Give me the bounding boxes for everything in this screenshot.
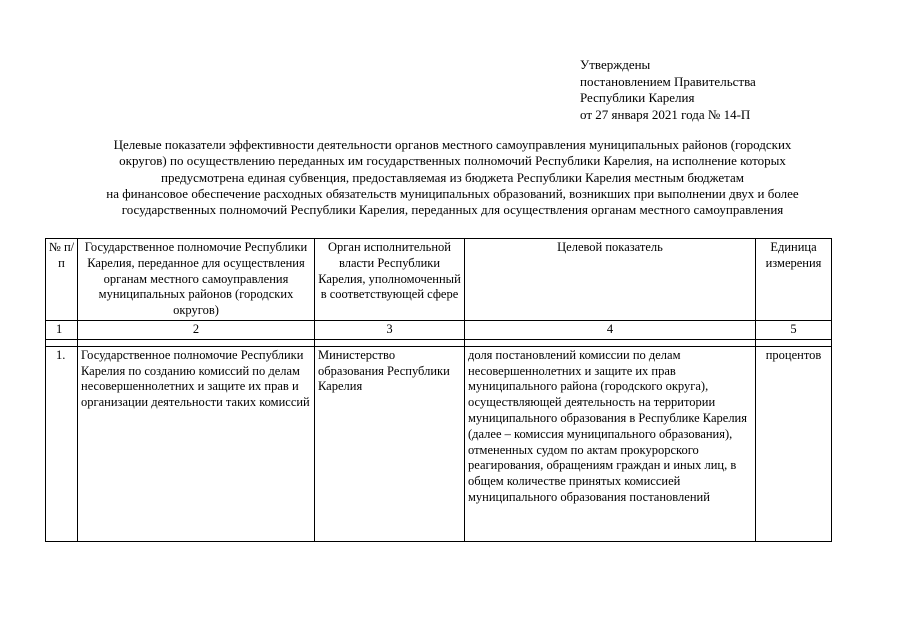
title-line: округов) по осуществлению переданных им государственных полномочий Республики Карелия, на исполнение которых — [119, 153, 786, 169]
title-line: Целевые показатели эффективности деятельности органов местного самоуправления муниципальных районов (городских — [113, 137, 792, 152]
separator-cell — [756, 339, 832, 346]
approval-line: от 27 января 2021 года № 14-П — [580, 106, 751, 122]
row-number: 1. — [46, 346, 78, 541]
separator-cell — [46, 339, 78, 346]
title-line: государственных полномочий Республики Карелия, переданных для осуществления органам местного самоуправления — [121, 202, 784, 218]
separator-cell — [315, 339, 465, 346]
column-number: 5 — [756, 320, 832, 339]
approval-line: Республики Карелия — [580, 90, 695, 105]
column-number-row — [46, 320, 832, 339]
header-number: № п/п — [46, 239, 78, 321]
indicators-table — [45, 238, 832, 542]
column-number: 2 — [78, 320, 315, 339]
header-executive-body: Орган исполнительной власти Республики Карелия, уполномоченный в соответствующей сфере — [315, 239, 465, 321]
table-row — [46, 346, 832, 541]
document-title — [40, 137, 865, 218]
separator-row — [46, 339, 832, 346]
column-number: 4 — [465, 320, 756, 339]
row-authority: Государственное полномочие Республики Карелия по созданию комиссий по делам несовершеннолетних и защите их прав и организации деятельности таких комиссий — [78, 346, 315, 541]
header-indicator: Целевой показатель — [465, 239, 756, 321]
header-unit: Единица измерения — [756, 239, 832, 321]
row-indicator: доля постановлений комиссии по делам несовершеннолетних и защите их прав муниципального района (городского округа), осуществляющей деятельность на территории муниципального образования в Республике Карелия (далее – комиссия муниципального образования), отмененных судом по актам прокурорского реагирования, обращениям граждан и иных лиц, в общем количестве принятых комиссией муниципального образования постановлений — [465, 346, 756, 541]
separator-cell — [78, 339, 315, 346]
column-number: 3 — [315, 320, 465, 339]
approval-line: Утверждены — [580, 57, 651, 72]
separator-cell — [465, 339, 756, 346]
header-authority: Государственное полномочие Республики Карелия, переданное для осуществления органам местного самоуправления муниципальных районов (городских округов) — [78, 239, 315, 321]
approval-line: постановлением Правительства — [580, 73, 756, 89]
column-number: 1 — [46, 320, 78, 339]
row-unit: процентов — [756, 346, 832, 541]
table-header-row — [46, 239, 832, 321]
title-line: предусмотрена единая субвенция, предоставляемая из бюджета Республики Карелия местным бюджетам — [160, 169, 745, 185]
title-line: на финансовое обеспечение расходных обязательств муниципальных образований, возникших при выполнении двух и более — [106, 185, 799, 201]
row-executive-body: Министерство образования Республики Карелия — [315, 346, 465, 541]
approval-stamp — [580, 57, 756, 123]
